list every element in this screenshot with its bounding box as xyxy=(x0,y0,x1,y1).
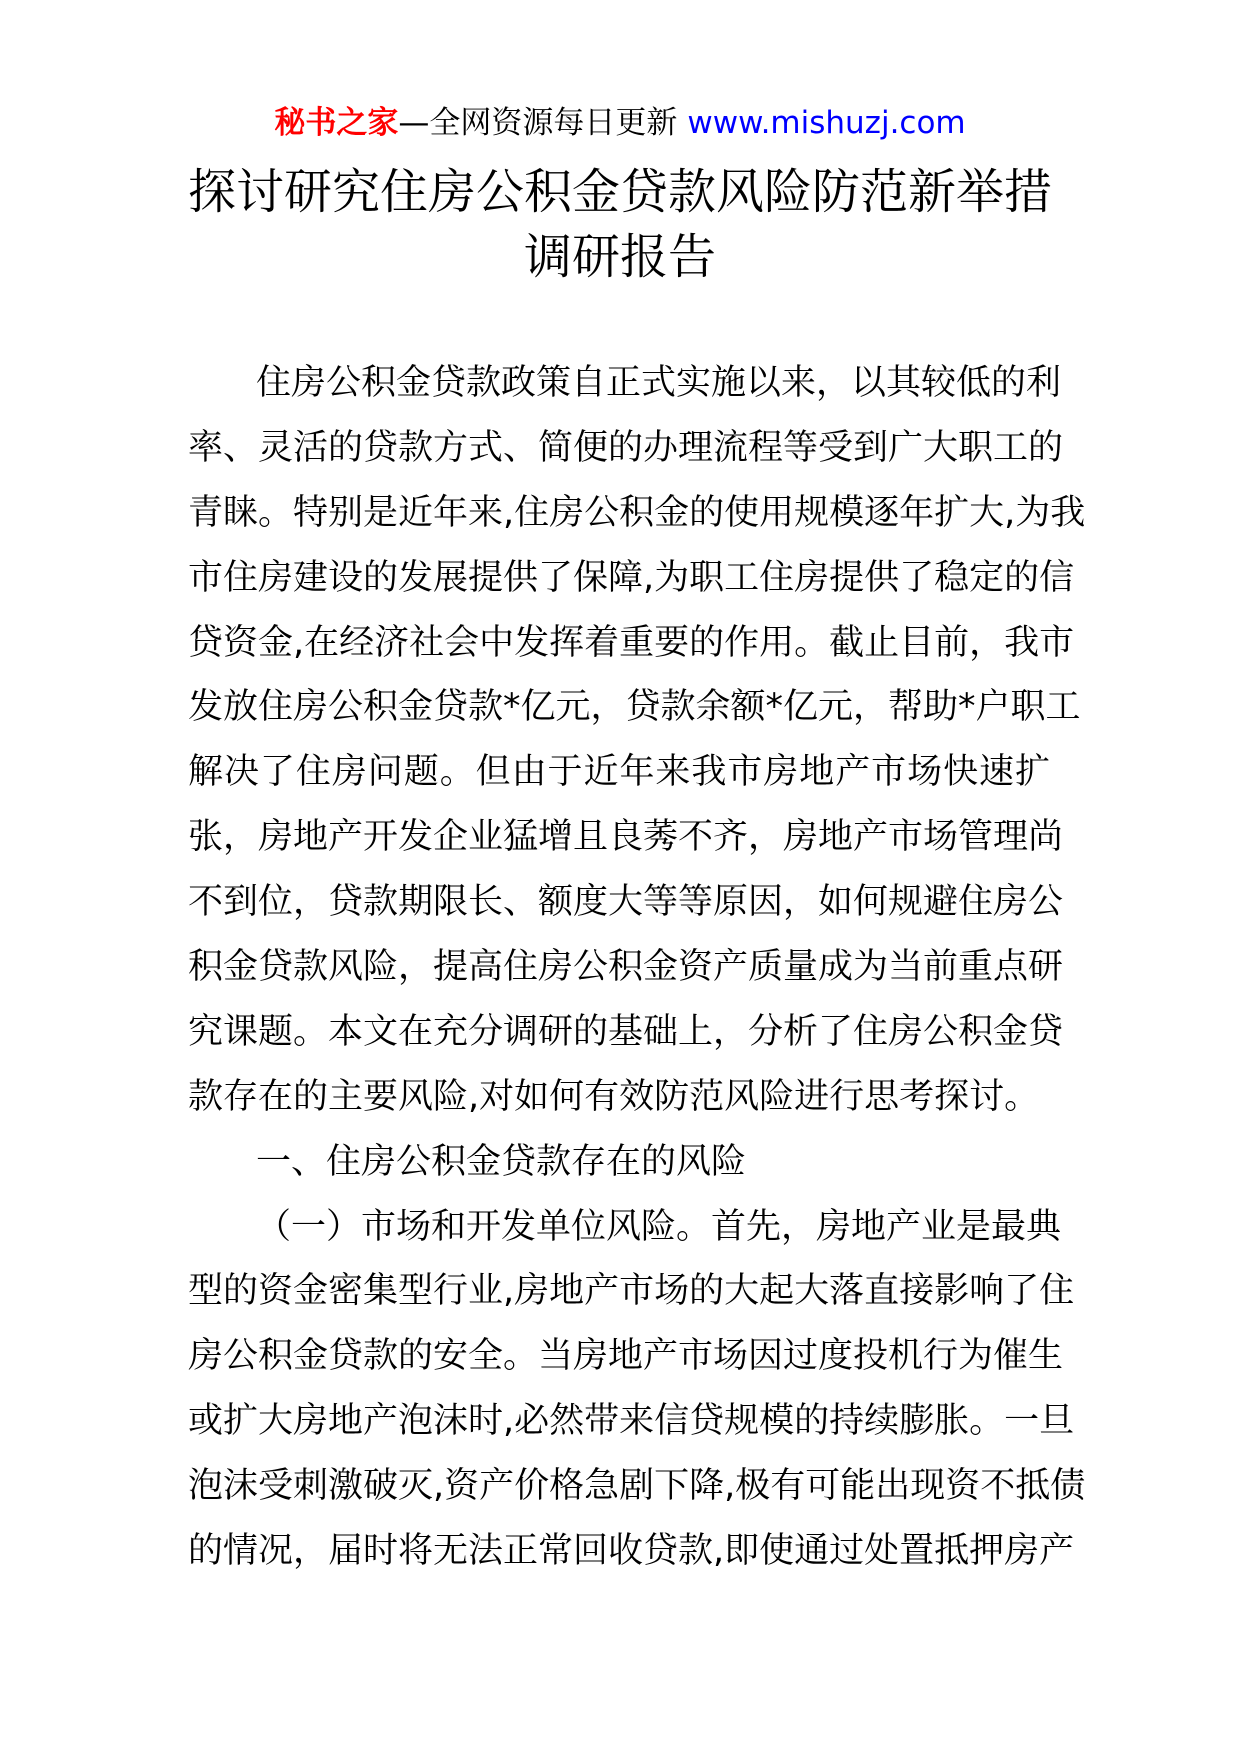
body-text-line: 不到位，贷款期限长、额度大等等原因，如何规避住房公 xyxy=(188,882,1064,923)
body-text-line: 积金贷款风险，提高住房公积金资产质量成为当前重点研 xyxy=(188,947,1064,988)
body-text-line: 住房公积金贷款政策自正式实施以来，以其较低的利 xyxy=(256,363,1062,403)
document-title-line-2: 调研报告 xyxy=(523,229,716,285)
body-text-line: 率、灵活的贷款方式、简便的办理流程等受到广大职工的 xyxy=(188,427,1064,468)
body-text-line: 型的资金密集型行业,房地产市场的大起大落直接影响了住 xyxy=(188,1271,1075,1312)
banner-tagline: —全网资源每日更新 xyxy=(398,105,678,141)
body-text-line: 泡沫受刺激破灭,资产价格急剧下降,极有可能出现资不抵债 xyxy=(188,1466,1086,1507)
banner-url-link[interactable]: www.mishuzj.com xyxy=(687,105,966,141)
body-text-line: 的情况，届时将无法正常回收贷款,即使通过处置抵押房产 xyxy=(188,1531,1075,1572)
document-body xyxy=(188,356,1086,1589)
site-banner xyxy=(0,102,1240,144)
body-text-line: 解决了住房问题。但由于近年来我市房地产市场快速扩 xyxy=(188,752,1050,793)
banner-brand: 秘书之家 xyxy=(274,105,399,141)
body-text-line: 张，房地产开发企业猛增且良莠不齐，房地产市场管理尚 xyxy=(188,817,1064,858)
body-text-line: 贷资金,在经济社会中发挥着重要的作用。截止目前，我市 xyxy=(188,622,1075,663)
body-text-line: 或扩大房地产泡沫时,必然带来信贷规模的持续膨胀。一旦 xyxy=(188,1401,1075,1442)
body-text-line: 市住房建设的发展提供了保障,为职工住房提供了稳定的信 xyxy=(188,557,1075,598)
body-text-line: 发放住房公积金贷款*亿元，贷款余额*亿元，帮助*户职工 xyxy=(188,687,1081,728)
body-text-line: 房公积金贷款的安全。当房地产市场因过度投机行为催生 xyxy=(188,1336,1064,1377)
section-heading: 一、住房公积金贷款存在的风险 xyxy=(256,1141,747,1182)
body-text-line: 青睐。特别是近年来,住房公积金的使用规模逐年扩大,为我 xyxy=(188,492,1086,533)
document-title-line-1: 探讨研究住房公积金贷款风险防范新举措 xyxy=(187,164,1052,220)
body-text-line: 究课题。本文在充分调研的基础上，分析了住房公积金贷 xyxy=(188,1011,1064,1052)
body-text-line: 款存在的主要风险,对如何有效防范风险进行思考探讨。 xyxy=(188,1076,1040,1117)
body-text-line: （一）市场和开发单位风险。首先，房地产业是最典 xyxy=(256,1206,1062,1247)
